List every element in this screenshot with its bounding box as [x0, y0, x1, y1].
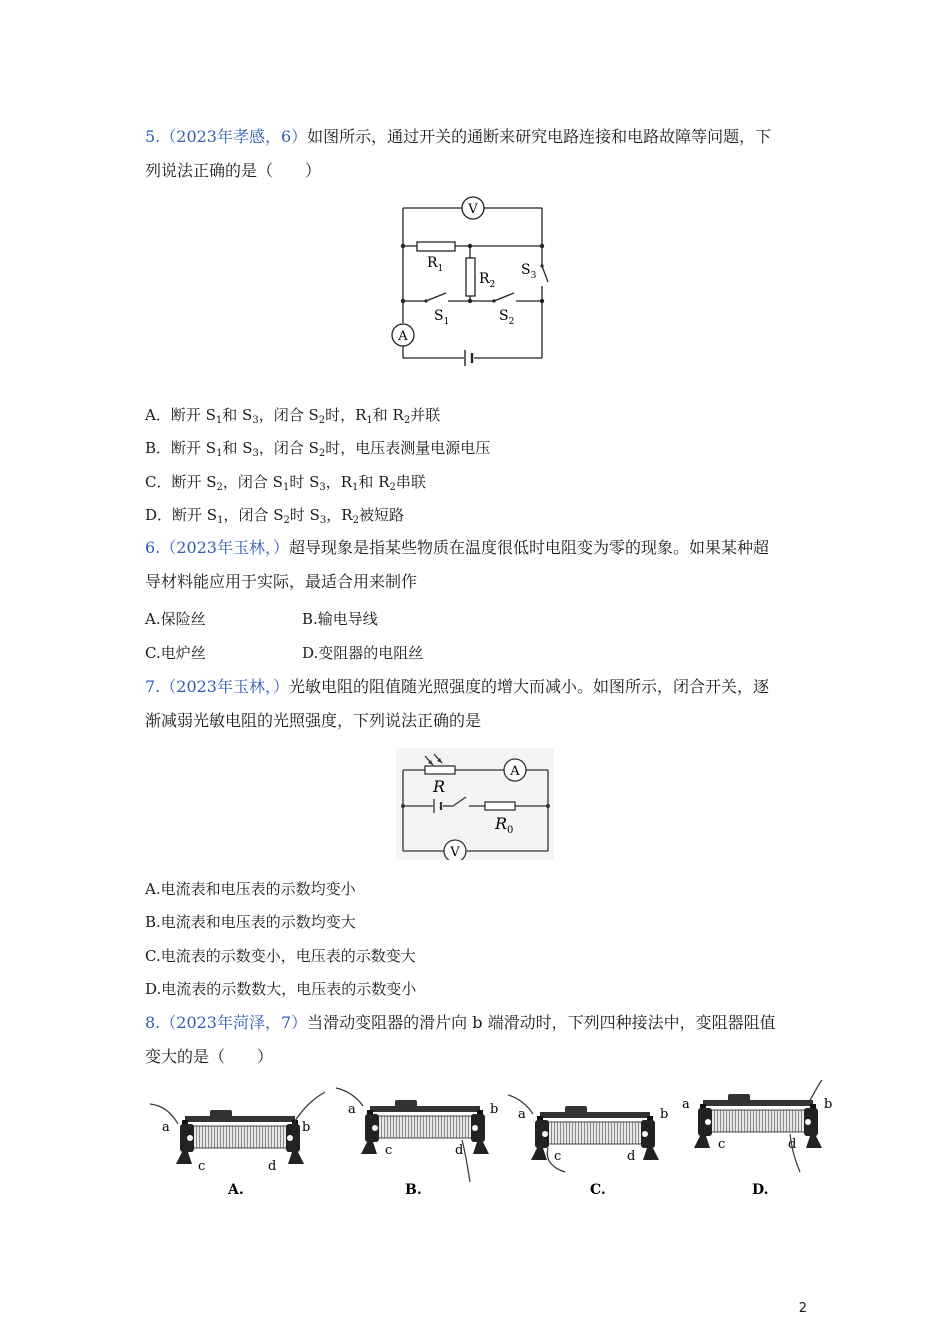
q5-source: （2023年孝感，6）: [160, 127, 308, 146]
q5-voltmeter-label: V: [468, 202, 478, 217]
q6-option-d: D.变阻器的电阻丝: [302, 644, 424, 662]
q8-d-terminal-d: d: [788, 1137, 797, 1152]
q5-s1-label: $S_1$: [434, 308, 450, 327]
q8-rheostat-diagrams: [140, 1080, 840, 1205]
q7-option-d: D.电流表的示数数大，电压表的示数变小: [145, 980, 417, 998]
q5-option-d: D．断开 $S_1$，闭合 $S_2$时 $S_3$，$R_2$被短路: [145, 506, 404, 526]
q5-stem-1: 如图所示，通过开关的通断来研究电路连接和电路故障等问题，下: [307, 127, 772, 146]
q7-line1: [145, 670, 810, 704]
q8-d-terminal-c: c: [718, 1137, 726, 1152]
q8-b-label: B.: [405, 1182, 422, 1198]
q8-source: （2023年菏泽，7）: [160, 1013, 308, 1032]
q5-circuit-diagram: [380, 193, 560, 373]
q8-a-terminal-c: c: [198, 1159, 206, 1174]
q8-b-terminal-c: c: [385, 1143, 393, 1158]
q8-c-terminal-c: c: [554, 1149, 562, 1164]
q8-c-terminal-a: a: [518, 1107, 526, 1122]
page-number: 2: [798, 1301, 807, 1316]
q8-a-terminal-a: a: [162, 1120, 170, 1135]
q8-d-terminal-a: a: [682, 1097, 690, 1112]
q7-option-b: B.电流表和电压表的示数均变大: [145, 913, 356, 931]
q6-option-b: B.输电导线: [302, 610, 378, 628]
q5-stem-2: 列说法正确的是（ ）: [145, 161, 322, 180]
q5-ammeter-label: A: [398, 329, 408, 344]
q8-b-terminal-b: b: [490, 1102, 499, 1117]
q8-c-terminal-d: d: [627, 1149, 636, 1164]
q8-a-label: A.: [228, 1182, 244, 1198]
q8-a-terminal-d: d: [268, 1159, 277, 1174]
q8-d-label: D.: [752, 1182, 769, 1198]
q8-stem-1: 当滑动变阻器的滑片向 b 端滑动时，下列四种接法中，变阻器阻值: [307, 1013, 776, 1032]
question-6: [145, 531, 810, 599]
q8-line1: [145, 1006, 810, 1040]
q7-stem-2: 渐减弱光敏电阻的光照强度，下列说法正确的是: [145, 711, 482, 730]
q8-c-terminal-b: b: [660, 1107, 669, 1122]
q8-figure-a: [150, 1092, 325, 1198]
q7-ammeter-label: A: [510, 764, 520, 779]
q7-circuit-diagram: [396, 748, 554, 860]
q7-option-a: A.电流表和电压表的示数均变小: [145, 880, 356, 898]
q6-option-c: C.电炉丝: [145, 644, 206, 662]
q8-b-terminal-a: a: [348, 1102, 356, 1117]
q6-line1: [145, 531, 810, 565]
question-8: [145, 1006, 810, 1074]
q6-source: （2023年玉林，）: [160, 538, 289, 557]
q5-option-b: B．断开 $S_1$和 $S_3$，闭合 $S_2$时，电压表测量电源电压: [145, 439, 491, 459]
q5-s3-label: $S_3$: [521, 262, 537, 281]
q8-b-terminal-d: d: [455, 1143, 464, 1158]
q5-option-c: C．断开 $S_2$，闭合 $S_1$时 $S_3$，$R_1$和 $R_2$串联: [145, 473, 426, 493]
q6-stem-2: 导材料能应用于实际，最适合用来制作: [145, 572, 418, 591]
q6-stem-1: 超导现象是指某些物质在温度很低时电阻变为零的现象。如果某种超: [289, 538, 770, 557]
q5-r2-label: $R_2$: [479, 271, 496, 290]
q8-c-label: C.: [590, 1182, 606, 1198]
q8-figure-d: [682, 1080, 832, 1198]
q7-option-c: C.电流表的示数变小，电压表的示数变大: [145, 947, 416, 965]
q7-stem-1: 光敏电阻的阻值随光照强度的增大而减小。如图所示，闭合开关，逐: [289, 677, 770, 696]
q8-number: 8.: [145, 1013, 161, 1032]
q7-source: （2023年玉林，）: [160, 677, 289, 696]
question-5: [145, 120, 810, 188]
question-7: [145, 670, 810, 738]
q5-r1-label: $R_1$: [427, 255, 444, 274]
q6-option-a: A.保险丝: [145, 610, 206, 628]
q5-option-a: A．断开 $S_1$和 $S_3$，闭合 $S_2$时，$R_1$和 $R_2$并联: [145, 406, 441, 426]
q7-r-label: R: [433, 777, 446, 796]
q5-line1: [145, 120, 810, 154]
q8-figure-b: [336, 1088, 498, 1198]
q8-d-terminal-b: b: [824, 1097, 833, 1112]
q5-s2-label: $S_2$: [499, 308, 515, 327]
q5-number: 5.: [145, 127, 161, 146]
q8-a-terminal-b: b: [302, 1120, 311, 1135]
q7-voltmeter-label: V: [450, 845, 460, 860]
q8-stem-2: 变大的是（ ）: [145, 1047, 274, 1066]
q7-r0-label: $R_0$: [495, 814, 514, 836]
q8-figure-c: [508, 1095, 668, 1198]
q6-number: 6.: [145, 538, 161, 557]
q7-number: 7.: [145, 677, 161, 696]
